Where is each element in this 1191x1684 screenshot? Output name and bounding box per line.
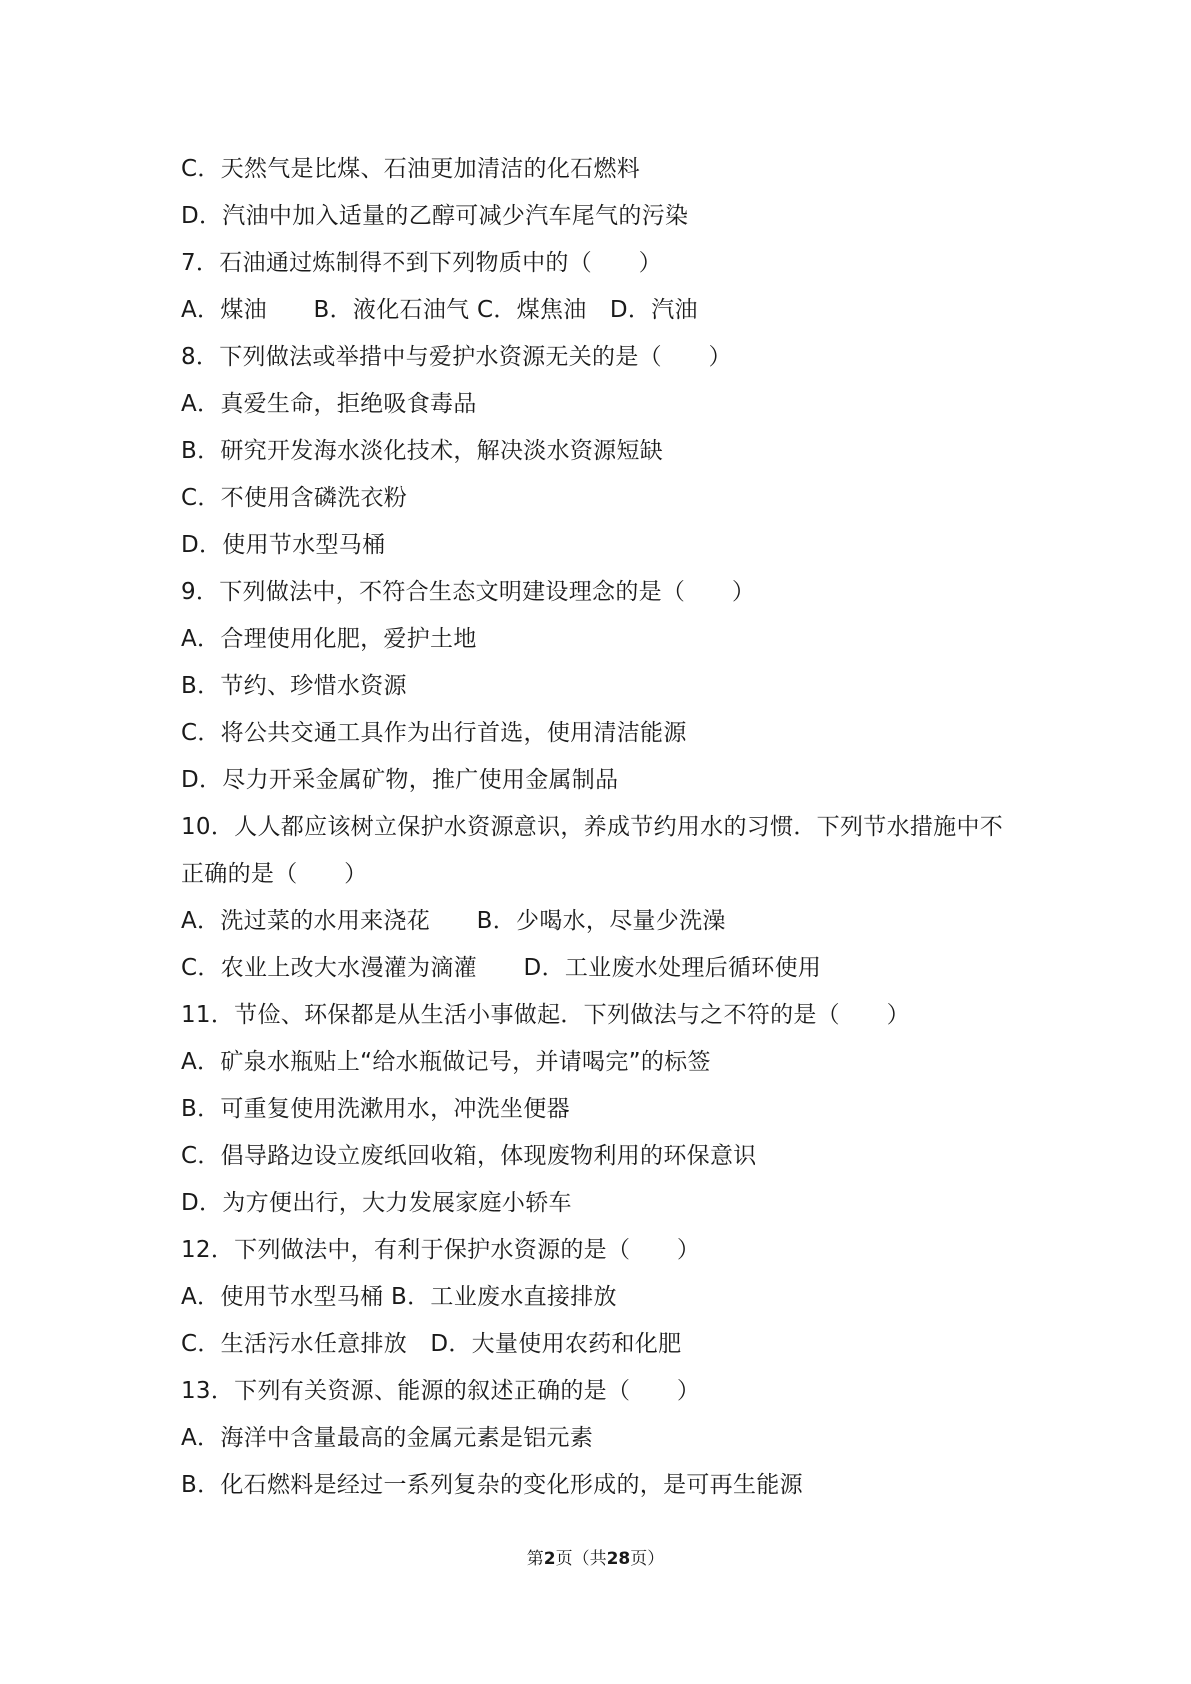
option-line: A．使用节水型马桶 B．工业废水直接排放 (181, 1284, 617, 1310)
question-10-continued: 正确的是（ ） (181, 861, 368, 887)
option-line: C．不使用含磷洗衣粉 (181, 485, 408, 511)
question-13: 13．下列有关资源、能源的叙述正确的是（ ） (181, 1378, 701, 1404)
option-line: A．矿泉水瓶贴上“给水瓶做记号，并请喝完”的标签 (181, 1049, 711, 1075)
question-9: 9．下列做法中，不符合生态文明建设理念的是（ ） (181, 579, 756, 605)
question-10: 10．人人都应该树立保护水资源意识，养成节约用水的习惯．下列节水措施中不 (181, 814, 1004, 840)
question-8: 8．下列做法或举措中与爱护水资源无关的是（ ） (181, 344, 732, 370)
option-line: D．为方便出行，大力发展家庭小轿车 (181, 1190, 572, 1216)
option-line: B．化石燃料是经过一系列复杂的变化形成的，是可再生能源 (181, 1472, 803, 1498)
question-12: 12．下列做法中，有利于保护水资源的是（ ） (181, 1237, 701, 1263)
page-footer (0, 1544, 1191, 1569)
option-line: B．节约、珍惜水资源 (181, 673, 407, 699)
footer-total-pages: 28 (606, 1549, 631, 1569)
option-line: D．汽油中加入适量的乙醇可减少汽车尾气的污染 (181, 203, 689, 229)
option-line: C．将公共交通工具作为出行首选，使用清洁能源 (181, 720, 687, 746)
question-list (181, 146, 1041, 1509)
option-line: B．研究开发海水淡化技术，解决淡水资源短缺 (181, 438, 664, 464)
option-line: C．农业上改大水漫灌为滴灌 D．工业废水处理后循环使用 (181, 955, 822, 981)
option-line: A．真爱生命，拒绝吸食毒品 (181, 391, 477, 417)
footer-prefix: 第 (526, 1549, 544, 1569)
option-line: C．倡导路边设立废纸回收箱，体现废物利用的环保意识 (181, 1143, 757, 1169)
question-7: 7．石油通过炼制得不到下列物质中的（ ） (181, 250, 662, 276)
footer-suffix: 页） (630, 1549, 665, 1569)
option-line: A．海洋中含量最高的金属元素是铝元素 (181, 1425, 594, 1451)
option-line: A．洗过菜的水用来浇花 B．少喝水，尽量少洗澡 (181, 908, 726, 934)
option-line: C．生活污水任意排放 D．大量使用农药和化肥 (181, 1331, 682, 1357)
question-11: 11．节俭、环保都是从生活小事做起．下列做法与之不符的是（ ） (181, 1002, 910, 1028)
footer-middle: 页（共 (555, 1549, 607, 1569)
option-line: C．天然气是比煤、石油更加清洁的化石燃料 (181, 156, 641, 182)
option-line: D．使用节水型马桶 (181, 532, 386, 558)
option-line: B．可重复使用洗漱用水，冲洗坐便器 (181, 1096, 570, 1122)
option-line: A．合理使用化肥，爱护土地 (181, 626, 477, 652)
option-line: D．尽力开采金属矿物，推广使用金属制品 (181, 767, 619, 793)
footer-page-number: 2 (543, 1549, 556, 1569)
option-line: A．煤油 B．液化石油气 C．煤焦油 D．汽油 (181, 297, 698, 323)
